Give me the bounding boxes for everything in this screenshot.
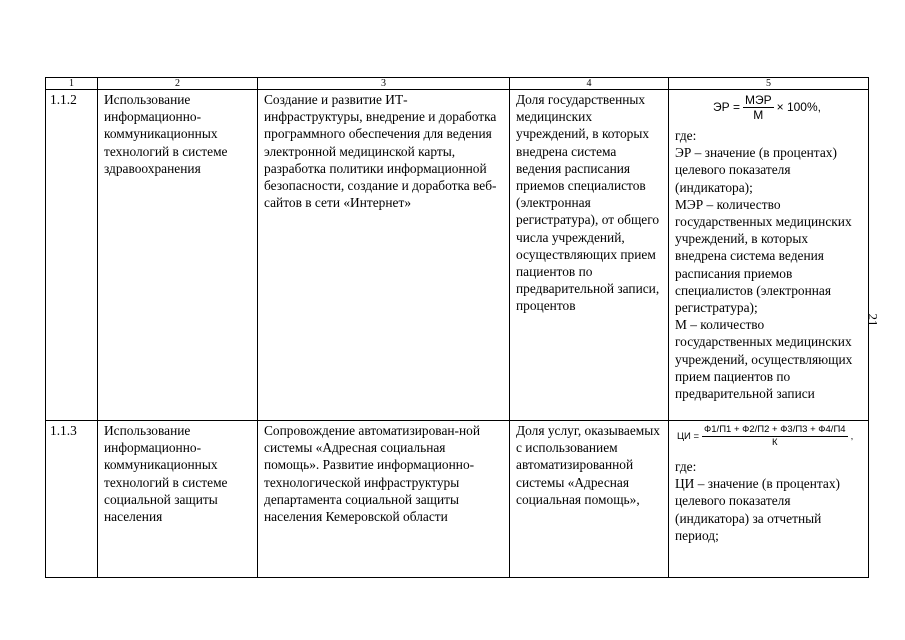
measure-name: Использование информационно-коммуникационных технологий в системе социальной защиты населения	[98, 421, 258, 578]
program-indicators-table	[45, 77, 869, 578]
formula-lhs: ЦИ =	[677, 430, 700, 442]
formula-denominator: М	[753, 108, 764, 122]
measure-activities: Создание и развитие ИТ-инфраструктуры, внедрение и доработка программного обеспечения для ведения электронной медицинской карты, разработка политики информационной безопасности, создание и доработка веб-сайтов в сети «Интернет»	[258, 90, 510, 421]
formula-er	[675, 91, 862, 127]
formula-denominator: К	[772, 437, 778, 448]
definition-line: где:	[675, 459, 697, 474]
row-number: 1.1.3	[46, 421, 98, 578]
measure-activities: Сопровождение автоматизирован-ной системы «Адресная социальная помощь». Развитие информационно-технологической инфраструктуры департамента социальной защиты населения Кемеровской области	[258, 421, 510, 578]
header-col-1: 1	[46, 78, 98, 90]
header-col-3: 3	[258, 78, 510, 90]
formula-fraction	[743, 93, 774, 122]
measure-name: Использование информационно-коммуникационных технологий в системе здравоохранения	[98, 90, 258, 421]
definition-line: МЭР – количество государственных медицинских учреждений, в которых внедрена система ведения расписания приемов специалистов (электронная регистратура);	[675, 196, 852, 316]
definition-line: ЦИ – значение (в процентах) целевого показателя (индикатора) за отчетный период;	[675, 476, 840, 543]
table-row	[46, 90, 869, 421]
formula-numerator: МЭР	[744, 93, 772, 107]
definition-line: где:	[675, 128, 697, 143]
row-number: 1.1.2	[46, 90, 98, 421]
indicator-method-cell	[669, 421, 869, 578]
formula-numerator: Ф1/П1 + Ф2/П2 + Ф3/П3 + Ф4/П4	[704, 424, 846, 435]
indicator-method-cell	[669, 90, 869, 421]
formula-rhs: × 100%,	[776, 99, 821, 114]
table-row	[46, 421, 869, 578]
indicator-name: Доля государственных медицинских учреждений, в которых внедрена система ведения расписания приемов специалистов (электронная регистратура), от общего числа учреждений, осуществляющих прием пациентов по предварительной записи, процентов	[510, 90, 669, 421]
header-col-4: 4	[510, 78, 669, 90]
formula-rhs: ,	[850, 430, 854, 442]
definition-line: ЭР – значение (в процентах) целевого показателя (индикатора);	[675, 145, 837, 195]
formula-ci	[675, 422, 862, 458]
formula-lhs: ЭР =	[713, 99, 740, 114]
definition-line: М – количество государственных медицинских учреждений, осуществляющих прием пациентов по предварительной записи	[675, 317, 853, 402]
page-number: 21	[865, 313, 881, 327]
formula-fraction	[702, 424, 848, 449]
header-col-5: 5	[669, 78, 869, 90]
indicator-name: Доля услуг, оказываемых с использованием автоматизированной системы «Адресная социальная помощь»,	[510, 421, 669, 578]
header-col-2: 2	[98, 78, 258, 90]
table-header-row	[46, 78, 869, 90]
